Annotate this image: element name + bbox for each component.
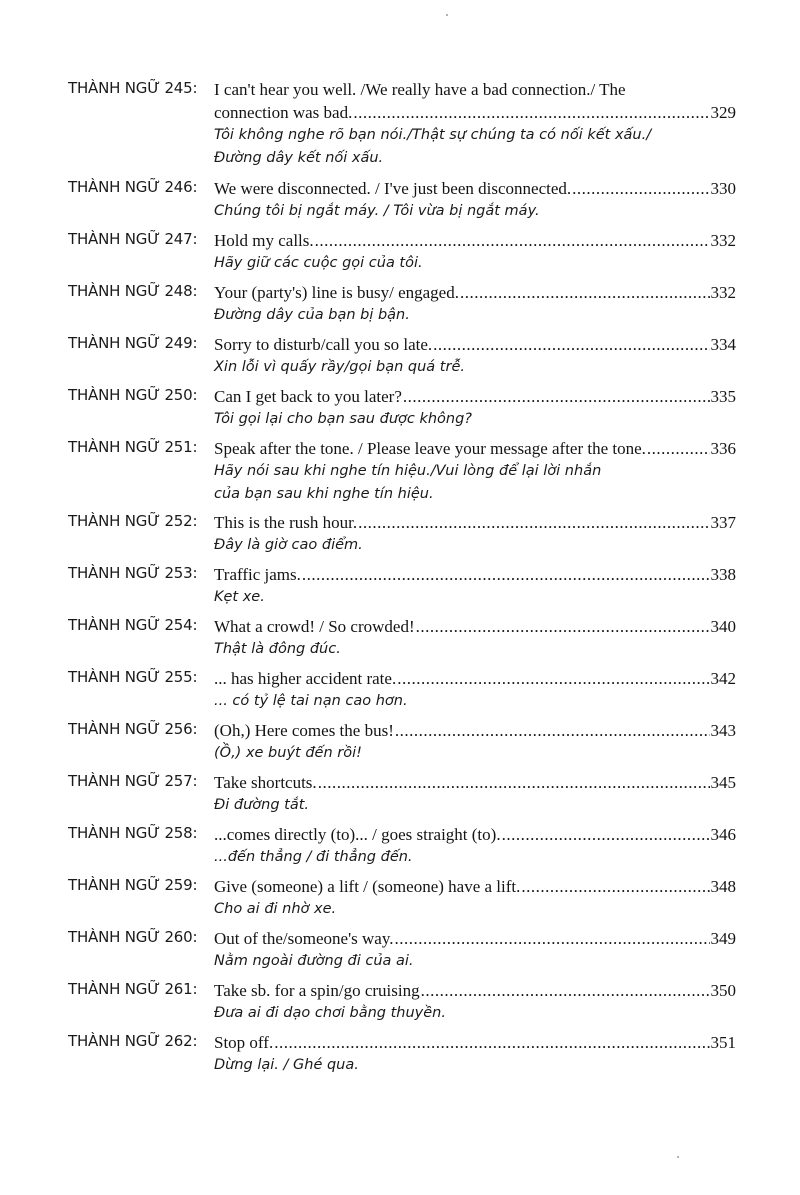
vietnamese-translation: [214, 252, 736, 275]
entry-body: [214, 1031, 736, 1077]
vietnamese-translation: [214, 586, 736, 609]
page-number[interactable]: 337: [710, 513, 736, 532]
english-phrase: [214, 719, 736, 742]
vietnamese-translation-line: Đi đường tắt.: [214, 797, 310, 813]
english-phrase-line: [214, 823, 736, 846]
english-phrase: [214, 333, 736, 356]
idiom-number-label: THÀNH NGỮ 245:: [68, 79, 198, 97]
idiom-number-label: THÀNH NGỮ 256:: [68, 720, 198, 738]
idiom-number-label: THÀNH NGỮ 258:: [68, 824, 198, 842]
english-phrase: [214, 927, 736, 950]
english-phrase-line: [214, 771, 736, 794]
idiom-number-label: THÀNH NGỮ 248:: [68, 282, 198, 300]
vietnamese-translation: [214, 1054, 736, 1077]
entry-body: [214, 385, 736, 431]
english-phrase-text: Take sb. for a spin/go cruising: [214, 981, 420, 1000]
dot-leader: [397, 667, 709, 690]
vietnamese-translation-line: (Ồ,) xe buýt đến rồi!: [214, 745, 362, 761]
page-number[interactable]: 332: [710, 283, 736, 302]
vietnamese-translation-line: Kẹt xe.: [214, 589, 265, 605]
english-phrase-text: Your (party's) line is busy/ engaged.: [214, 283, 459, 302]
entry-body: [214, 927, 736, 973]
dot-leader: [521, 875, 709, 898]
entry-body: [214, 177, 736, 223]
english-phrase: [214, 281, 736, 304]
dot-leader: [394, 927, 709, 950]
dot-leader: [358, 511, 709, 534]
vietnamese-translation-line: ...đến thẳng / đi thẳng đến.: [214, 849, 413, 865]
vietnamese-translation-line: Tôi không nghe rõ bạn nói./Thật sự chúng ta có nối kết xấu./: [214, 127, 652, 143]
english-phrase-text: Sorry to disturb/call you so late.: [214, 335, 433, 354]
english-phrase: [214, 229, 736, 252]
idiom-number-label: THÀNH NGỮ 260:: [68, 928, 198, 946]
vietnamese-translation-line: Xin lỗi vì quấy rầy/gọi bạn quá trễ.: [214, 359, 465, 375]
vietnamese-translation-line: Nằm ngoài đường đi của ai.: [214, 953, 414, 969]
page-number[interactable]: 349: [710, 929, 736, 948]
vietnamese-translation: [214, 950, 736, 973]
english-phrase: [214, 667, 736, 690]
dot-leader: [572, 177, 709, 200]
page-number[interactable]: 342: [710, 669, 736, 688]
english-phrase-text: We were disconnected. / I've just been disconnected.: [214, 179, 572, 198]
page-number[interactable]: 332: [710, 231, 736, 250]
english-phrase-text: Can I get back to you later?: [214, 387, 402, 406]
vietnamese-translation: [214, 534, 736, 557]
dot-leader: [460, 281, 710, 304]
page-number[interactable]: 330: [710, 179, 736, 198]
page-number[interactable]: 351: [710, 1033, 736, 1052]
idiom-number-label: THÀNH NGỮ 251:: [68, 438, 198, 456]
vietnamese-translation-line: Chúng tôi bị ngắt máy. / Tôi vừa bị ngắt máy.: [214, 203, 540, 219]
idiom-number-label: THÀNH NGỮ 255:: [68, 668, 198, 686]
vietnamese-translation: [214, 356, 736, 379]
english-phrase-text: Hold my calls.: [214, 231, 314, 250]
vietnamese-translation-line: Cho ai đi nhờ xe.: [214, 901, 337, 917]
entry-body: [214, 719, 736, 765]
english-phrase-line: [214, 979, 736, 1002]
english-phrase-line: [214, 563, 736, 586]
vietnamese-translation-line: Đưa ai đi dạo chơi bằng thuyền.: [214, 1005, 446, 1021]
dot-leader: [274, 1031, 709, 1054]
vietnamese-translation: [214, 200, 736, 223]
page-number[interactable]: 329: [710, 103, 736, 122]
idiom-number-label: THÀNH NGỮ 259:: [68, 876, 198, 894]
english-phrase-line: [214, 511, 736, 534]
english-phrase-text: Out of the/someone's way.: [214, 929, 394, 948]
page-number[interactable]: 334: [710, 335, 736, 354]
english-phrase-text: Take shortcuts.: [214, 773, 317, 792]
english-phrase: [214, 177, 736, 200]
entry-body: [214, 281, 736, 327]
dot-leader: [315, 229, 710, 252]
english-phrase-line: [214, 1031, 736, 1054]
vietnamese-translation: [214, 304, 736, 327]
vietnamese-translation-line: Hãy giữ các cuộc gọi của tôi.: [214, 255, 423, 271]
english-phrase: [214, 979, 736, 1002]
english-phrase-line: [214, 927, 736, 950]
idiom-number-label: THÀNH NGỮ 252:: [68, 512, 198, 530]
vietnamese-translation-line: Thật là đông đúc.: [214, 641, 341, 657]
english-phrase-text: connection was bad.: [214, 103, 353, 122]
english-phrase-line: [214, 667, 736, 690]
vietnamese-translation: [214, 794, 736, 817]
idiom-number-label: THÀNH NGỮ 250:: [68, 386, 198, 404]
english-phrase: [214, 875, 736, 898]
vietnamese-translation: [214, 460, 736, 506]
english-phrase-text: ...comes directly (to)... / goes straight (to).: [214, 825, 501, 844]
entry-body: [214, 771, 736, 817]
english-phrase: [214, 771, 736, 794]
vietnamese-translation-line: Tôi gọi lại cho bạn sau được không?: [214, 411, 473, 427]
idiom-number-label: THÀNH NGỮ 249:: [68, 334, 198, 352]
english-phrase-text: Give (someone) a lift / (someone) have a lift.: [214, 877, 521, 896]
english-phrase: [214, 563, 736, 586]
english-phrase: [214, 78, 736, 124]
english-phrase: [214, 615, 736, 638]
scan-speck: [446, 14, 448, 16]
english-phrase: [214, 511, 736, 534]
dot-leader: [403, 385, 710, 408]
vietnamese-translation-line: của bạn sau khi nghe tín hiệu.: [214, 486, 434, 502]
english-phrase-line: I can't hear you well. /We really have a bad connection./ The: [214, 80, 626, 99]
english-phrase-text: This is the rush hour.: [214, 513, 358, 532]
vietnamese-translation-line: Đường dây kết nối xấu.: [214, 150, 384, 166]
dot-leader: [302, 563, 710, 586]
english-phrase-text: Stop off.: [214, 1033, 274, 1052]
idiom-number-label: THÀNH NGỮ 261:: [68, 980, 198, 998]
page-number[interactable]: 350: [710, 981, 736, 1000]
entry-body: [214, 823, 736, 869]
english-phrase-line: [214, 333, 736, 356]
english-phrase: [214, 823, 736, 846]
page-number[interactable]: 338: [710, 565, 736, 584]
page-number[interactable]: 335: [710, 387, 736, 406]
english-phrase-line: [214, 719, 736, 742]
dot-leader: [421, 979, 710, 1002]
entry-body: [214, 615, 736, 661]
entry-body: [214, 563, 736, 609]
english-phrase-line: [214, 615, 736, 638]
page-number[interactable]: 336: [710, 439, 736, 458]
vietnamese-translation: [214, 898, 736, 921]
english-phrase-line: [214, 385, 736, 408]
entry-body: [214, 78, 736, 170]
dot-leader: [433, 333, 709, 356]
english-phrase: [214, 437, 736, 460]
dot-leader: [353, 101, 709, 124]
entry-body: [214, 511, 736, 557]
vietnamese-translation: [214, 124, 736, 170]
english-phrase-text: Traffic jams.: [214, 565, 301, 584]
vietnamese-translation-line: Đường dây của bạn bị bận.: [214, 307, 410, 323]
english-phrase-line: [214, 437, 736, 460]
dot-leader: [395, 719, 710, 742]
english-phrase-line: [214, 229, 736, 252]
vietnamese-translation: [214, 846, 736, 869]
english-phrase: [214, 385, 736, 408]
dot-leader: [416, 615, 710, 638]
idiom-number-label: THÀNH NGỮ 246:: [68, 178, 198, 196]
english-phrase-text: ... has higher accident rate.: [214, 669, 397, 688]
vietnamese-translation-line: Đây là giờ cao điểm.: [214, 537, 363, 553]
entry-body: [214, 979, 736, 1025]
entry-body: [214, 667, 736, 713]
entry-body: [214, 875, 736, 921]
vietnamese-translation: [214, 1002, 736, 1025]
page-number[interactable]: 345: [710, 773, 736, 792]
dot-leader: [502, 823, 710, 846]
vietnamese-translation: [214, 742, 736, 765]
page-number[interactable]: 346: [710, 825, 736, 844]
idiom-number-label: THÀNH NGỮ 254:: [68, 616, 198, 634]
entry-body: [214, 437, 736, 506]
idiom-number-label: THÀNH NGỮ 257:: [68, 772, 198, 790]
dot-leader: [318, 771, 710, 794]
english-phrase-text: What a crowd! / So crowded!: [214, 617, 415, 636]
vietnamese-translation: [214, 408, 736, 431]
idiom-number-label: THÀNH NGỮ 262:: [68, 1032, 198, 1050]
english-phrase-line: [214, 281, 736, 304]
page-number[interactable]: 340: [710, 617, 736, 636]
english-phrase-line: [214, 875, 736, 898]
entry-body: [214, 333, 736, 379]
scan-speck: [677, 1156, 679, 1158]
page-number[interactable]: 348: [710, 877, 736, 896]
vietnamese-translation-line: Hãy nói sau khi nghe tín hiệu./Vui lòng để lại lời nhắn: [214, 463, 602, 479]
vietnamese-translation: [214, 638, 736, 661]
idiom-number-label: THÀNH NGỮ 247:: [68, 230, 198, 248]
english-phrase-text: (Oh,) Here comes the bus!: [214, 721, 394, 740]
english-phrase: [214, 1031, 736, 1054]
english-phrase-line: [214, 101, 736, 124]
dot-leader: [647, 437, 710, 460]
vietnamese-translation: [214, 690, 736, 713]
idiom-number-label: THÀNH NGỮ 253:: [68, 564, 198, 582]
english-phrase-text: Speak after the tone. / Please leave your message after the tone.: [214, 439, 646, 458]
page-number[interactable]: 343: [710, 721, 736, 740]
vietnamese-translation-line: Dừng lại. / Ghé qua.: [214, 1057, 359, 1073]
entry-body: [214, 229, 736, 275]
english-phrase-line: [214, 177, 736, 200]
vietnamese-translation-line: ... có tỷ lệ tai nạn cao hơn.: [214, 693, 408, 709]
